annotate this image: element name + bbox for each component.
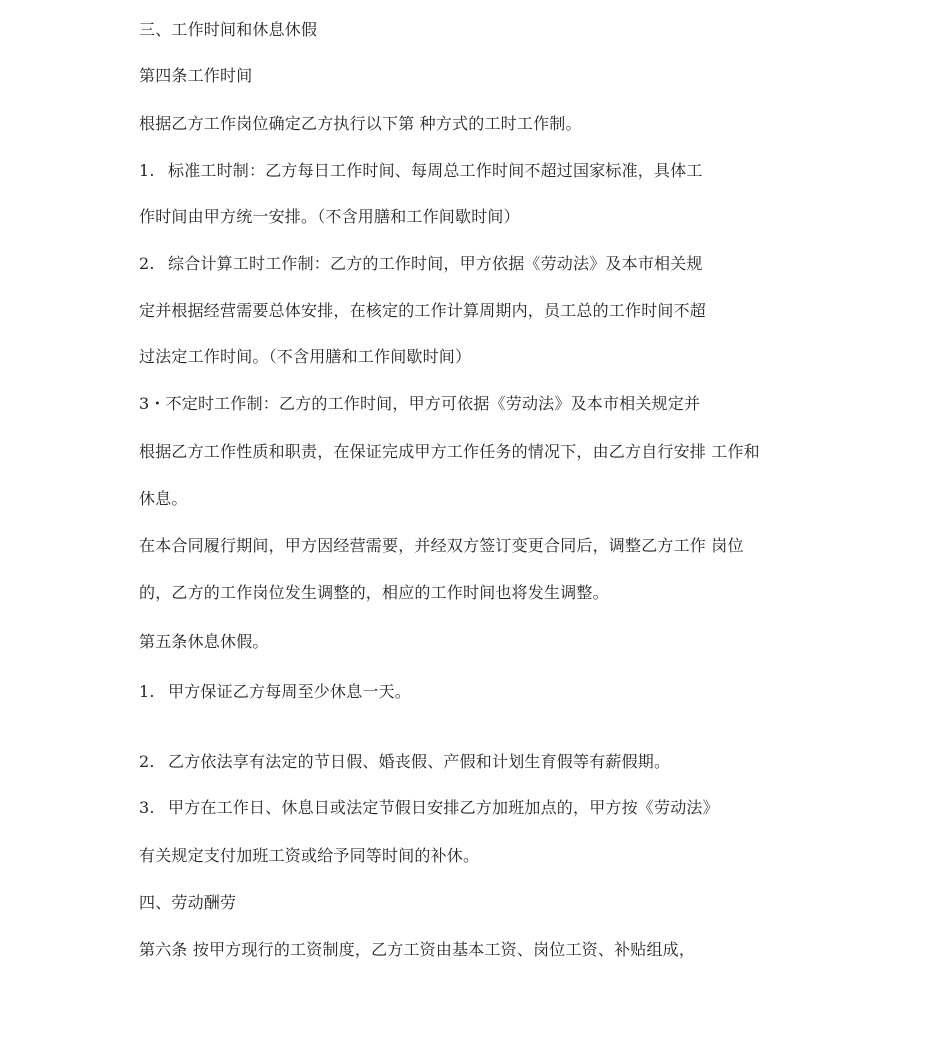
- item-2-line-3: 过法定工作时间。（不含用膳和工作间歇时间）: [139, 347, 472, 366]
- item-1-line-2: 作时间由甲方统一安排。（不含用膳和工作间歇时间）: [139, 207, 520, 226]
- article-5-heading: 第五条休息休假。: [139, 632, 269, 651]
- article-5-item-3-line-1: [139, 798, 719, 818]
- item-text: 综合计算工时工作制：乙方的工作时间，甲方依据《劳动法》及本市相关规: [168, 254, 703, 273]
- item-2-line-2: 定并根据经营需要总体安排，在核定的工作计算周期内，员工总的工作时间不超: [139, 301, 707, 320]
- item-number: 2.: [139, 254, 155, 273]
- item-text: 乙方依法享有法定的节日假、婚丧假、产假和计划生育假等有薪假期。: [168, 752, 671, 771]
- item-text: 甲方保证乙方每周至少休息一天。: [168, 682, 412, 701]
- item-3-line-2: 根据乙方工作性质和职责，在保证完成甲方工作任务的情况下，由乙方自行安排 工作和: [139, 442, 760, 461]
- item-number: 1.: [139, 161, 155, 180]
- item-number: 2.: [139, 752, 155, 771]
- item-3-line-3: 休息。: [139, 489, 188, 508]
- item-number: 3.: [139, 798, 155, 817]
- item-text: 甲方在工作日、休息日或法定节假日安排乙方加班加点的，甲方按《劳动法》: [168, 798, 719, 817]
- article-4-heading: 第四条工作时间: [139, 66, 253, 85]
- item-number: 1.: [139, 682, 155, 701]
- item-2-line-1: [139, 254, 703, 274]
- article-5-item-2: [139, 752, 670, 772]
- adjustment-paragraph-line-2: 的，乙方的工作岗位发生调整的，相应的工作时间也将发生调整。: [139, 583, 609, 602]
- article-4-intro: 根据乙方工作岗位确定乙方执行以下第 种方式的工时工作制。: [139, 114, 582, 133]
- item-text: 标准工时制：乙方每日工作时间、每周总工作时间不超过国家标准，具体工: [168, 161, 703, 180]
- item-1-line-1: [139, 161, 703, 181]
- section-heading-work-time: 三、工作时间和休息休假: [139, 20, 318, 39]
- section-heading-remuneration: 四、劳动酬劳: [139, 893, 237, 912]
- adjustment-paragraph-line-1: 在本合同履行期间，甲方因经营需要，并经双方签订变更合同后，调整乙方工作 岗位: [139, 536, 744, 555]
- article-6-line-1: 第六条 按甲方现行的工资制度，乙方工资由基本工资、岗位工资、补贴组成，: [139, 940, 696, 959]
- article-5-item-1: [139, 682, 411, 702]
- item-3-line-1: 3・不定时工作制：乙方的工作时间，甲方可依据《劳动法》及本市相关规定并: [139, 394, 701, 413]
- article-5-item-3-line-2: 有关规定支付加班工资或给予同等时间的补休。: [139, 846, 480, 865]
